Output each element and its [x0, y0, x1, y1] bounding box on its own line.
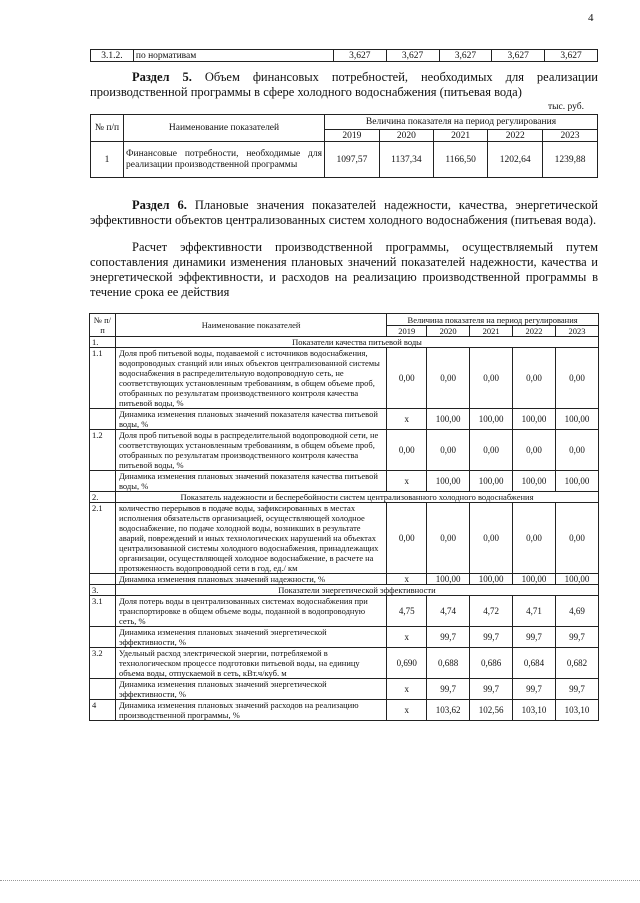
cell-value: 3,627	[545, 50, 598, 62]
section5-title	[90, 70, 598, 100]
cell-value: 3,627	[386, 50, 439, 62]
col-name-header: Наименование показателей	[115, 314, 386, 337]
cell-value: 100,00	[555, 471, 598, 492]
row-name: Динамика изменения плановых значений показателя качества питьевой воды, %	[115, 471, 386, 492]
cell-value: 102,56	[470, 700, 513, 721]
row-number: 4	[90, 700, 116, 721]
year-header: 2023	[543, 130, 598, 142]
cell-value: 100,00	[427, 409, 470, 430]
cell-value: x	[387, 409, 427, 430]
table-row	[90, 648, 599, 679]
row-number: 1	[91, 142, 124, 178]
cell-value: 1137,34	[379, 142, 433, 178]
cell-value: 100,00	[513, 409, 556, 430]
top-row-table	[90, 49, 598, 62]
cell-value: 0,686	[470, 648, 513, 679]
finance-table	[90, 114, 598, 178]
row-number: 3.2	[90, 648, 116, 679]
table-row	[90, 348, 599, 409]
year-header: 2021	[470, 326, 513, 337]
section-title: Показатели энергетической эффективности	[115, 585, 598, 596]
section-title: Показатели качества питьевой воды	[115, 337, 598, 348]
unit-label: тыс. руб.	[548, 102, 584, 112]
row-number	[90, 627, 116, 648]
cell-value: 0,00	[470, 348, 513, 409]
cell-value: 0,00	[470, 430, 513, 471]
cell-value: 100,00	[427, 574, 470, 585]
row-name: Динамика изменения плановых значений надежности, %	[115, 574, 386, 585]
year-header: 2023	[555, 326, 598, 337]
cell-value: 100,00	[555, 574, 598, 585]
section-row	[90, 492, 599, 503]
cell-value: 99,7	[555, 679, 598, 700]
cell-value: 0,00	[513, 503, 556, 574]
cell-value: 0,00	[470, 503, 513, 574]
cell-value: 0,688	[427, 648, 470, 679]
cell-value: x	[387, 700, 427, 721]
cell-value: 4,75	[387, 596, 427, 627]
year-header: 2021	[434, 130, 488, 142]
col-name-header: Наименование показателей	[124, 115, 325, 142]
row-name: Доля проб питьевой воды в распределительной водопроводной сети, не соответствующих установленным требованиям, в общем объеме проб, отобранных по результатам производственного контроля качества питьевой воды, %	[115, 430, 386, 471]
row-number	[90, 679, 116, 700]
row-number	[90, 409, 116, 430]
cell-value: 4,74	[427, 596, 470, 627]
cell-value: 100,00	[555, 409, 598, 430]
cell-value: 100,00	[513, 574, 556, 585]
col-num-header: № п/п	[90, 314, 116, 337]
table-row	[90, 679, 599, 700]
table-row	[90, 503, 599, 574]
cell-value: 100,00	[470, 574, 513, 585]
table-row	[91, 142, 598, 178]
col-group-header: Величина показателя на период регулирования	[387, 314, 599, 326]
table-row	[90, 471, 599, 492]
col-group-header: Величина показателя на период регулирования	[325, 115, 598, 130]
year-header: 2022	[488, 130, 543, 142]
table-row	[90, 627, 599, 648]
cell-value: 1239,88	[543, 142, 598, 178]
cell-value: 3,627	[492, 50, 545, 62]
cell-value: x	[387, 627, 427, 648]
cell-value: 3,627	[439, 50, 492, 62]
cell-value: 1097,57	[325, 142, 380, 178]
cell-value: 0,00	[427, 430, 470, 471]
row-number: 2.	[90, 492, 116, 503]
table-row	[90, 574, 599, 585]
cell-value: 99,7	[513, 679, 556, 700]
cell-value: 3,627	[333, 50, 386, 62]
cell-value: 0,00	[387, 430, 427, 471]
cell-value: 0,00	[555, 503, 598, 574]
section6-heading: Раздел 6.	[132, 198, 187, 212]
cell-value: 1202,64	[488, 142, 543, 178]
cell-value: 100,00	[513, 471, 556, 492]
cell-value: 99,7	[427, 679, 470, 700]
row-name: Удельный расход электрической энергии, потребляемой в технологическом процессе подготовки питьевой воды, на единицу объема воды, отпускаемой в сеть, кВт.ч/куб. м	[115, 648, 386, 679]
col-num-header: № п/п	[91, 115, 124, 142]
page-bottom-divider	[0, 880, 640, 881]
cell-value: 0,682	[555, 648, 598, 679]
cell-value: 99,7	[513, 627, 556, 648]
row-number: 1.2	[90, 430, 116, 471]
row-name: Доля потерь воды в централизованных системах водоснабжения при транспортировке в общем объеме воды, поданной в водопроводную сеть, %	[115, 596, 386, 627]
table-header-row	[90, 314, 599, 326]
cell-value: 100,00	[427, 471, 470, 492]
year-header: 2019	[387, 326, 427, 337]
cell-value: 4,71	[513, 596, 556, 627]
cell-value: x	[387, 679, 427, 700]
cell-value: 0,00	[513, 348, 556, 409]
table-row	[90, 409, 599, 430]
row-number: 1.1	[90, 348, 116, 409]
cell-value: 100,00	[470, 409, 513, 430]
cell-value: 0,00	[555, 348, 598, 409]
cell-value: 100,00	[470, 471, 513, 492]
row-name: Динамика изменения плановых значений энергетической эффективности, %	[115, 679, 386, 700]
row-number	[90, 471, 116, 492]
cell-value: 0,00	[513, 430, 556, 471]
cell-value: 4,72	[470, 596, 513, 627]
table-header-row	[91, 115, 598, 130]
cell-value: 103,62	[427, 700, 470, 721]
row-number: 3.1	[90, 596, 116, 627]
cell-value: 0,00	[427, 503, 470, 574]
section-row	[90, 585, 599, 596]
table-row	[90, 700, 599, 721]
cell-value: 4,69	[555, 596, 598, 627]
row-number: 3.1.2.	[91, 50, 134, 62]
row-name: Динамика изменения плановых значений расходов на реализацию производственной программы, %	[115, 700, 386, 721]
row-name: Доля проб питьевой воды, подаваемой с источников водоснабжения, водопроводных станций или иных объектов централизованной системы водоснабжения в распределительную водопроводную сеть, не соответствующих установленным требованиям, в общем объеме проб, отобранных по результатам производственного контроля качества питьевой воды, %	[115, 348, 386, 409]
row-number	[90, 574, 116, 585]
cell-value: 1166,50	[434, 142, 488, 178]
indicators-table	[89, 313, 599, 721]
row-number: 2.1	[90, 503, 116, 574]
table-row	[90, 430, 599, 471]
cell-value: 0,00	[427, 348, 470, 409]
cell-value: 99,7	[470, 627, 513, 648]
cell-value: x	[387, 471, 427, 492]
year-header: 2022	[513, 326, 556, 337]
cell-value: 0,684	[513, 648, 556, 679]
cell-value: 99,7	[427, 627, 470, 648]
cell-value: 103,10	[513, 700, 556, 721]
page-number: 4	[588, 12, 594, 24]
table-row	[91, 50, 598, 62]
cell-value: 0,00	[555, 430, 598, 471]
table-row	[90, 596, 599, 627]
cell-value: x	[387, 574, 427, 585]
section-title: Показатель надежности и бесперебойности систем централизованного холодного водоснабжения	[115, 492, 598, 503]
cell-value: 99,7	[470, 679, 513, 700]
cell-value: 99,7	[555, 627, 598, 648]
cell-value: 103,10	[555, 700, 598, 721]
year-header: 2019	[325, 130, 380, 142]
row-name: количество перерывов в подаче воды, зафиксированных в местах исполнения обязательств организацией, осуществляющей холодное водоснабжение, по подаче холодной воды, возникших в результате аварий, повреждений и иных технологических нарушений на объектах централизованной системы холодного водоснабжения, принадлежащих организации, осуществляющей холодное водоснабжение, в расчете на протяженность водопроводной сети в год, ед./ км	[115, 503, 386, 574]
row-name: Динамика изменения плановых значений энергетической эффективности, %	[115, 627, 386, 648]
row-name: Финансовые потребности, необходимые для реализации производственной программы	[124, 142, 325, 178]
section-row	[90, 337, 599, 348]
row-name: по нормативам	[133, 50, 333, 62]
cell-value: 0,00	[387, 348, 427, 409]
row-number: 1.	[90, 337, 116, 348]
year-header: 2020	[427, 326, 470, 337]
section6-text: Плановые значения показателей надежности, качества, энергетической эффективности объектов централизованных систем холодного водоснабжения (питьевая вода).	[90, 198, 598, 227]
year-header: 2020	[379, 130, 433, 142]
section6-title	[90, 198, 598, 228]
section5-heading: Раздел 5.	[132, 70, 192, 84]
cell-value: 0,690	[387, 648, 427, 679]
section5-text: Объем финансовых потребностей, необходимых для реализации производственной программы в сфере холодного водоснабжения (питьевая вода)	[90, 70, 598, 99]
row-number: 3.	[90, 585, 116, 596]
row-name: Динамика изменения плановых значений показателя качества питьевой воды, %	[115, 409, 386, 430]
section6-paragraph: Расчет эффективности производственной программы, осуществляемый путем сопоставления динамики изменения плановых значений показателей надежности, качества и энергетической эффективности, и расходов на реализацию производственной программы в течение срока ее действия	[90, 240, 598, 299]
cell-value: 0,00	[387, 503, 427, 574]
